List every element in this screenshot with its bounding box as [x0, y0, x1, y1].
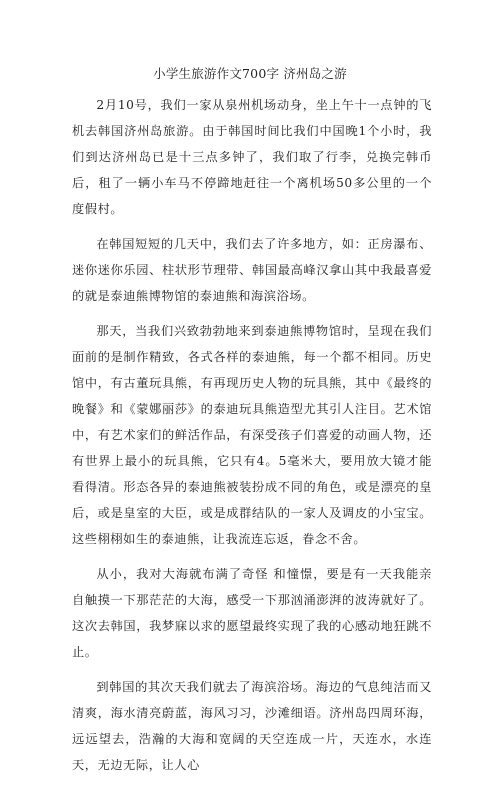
paragraph-2: 在韩国短短的几天中，我们去了许多地方，如：正房瀑布、迷你迷你乐园、柱状形节理带、韩国最高峰汉拿山其中我最喜爱的就是泰迪熊博物馆的泰迪熊和海滨浴场。	[72, 237, 432, 303]
paragraph-5: 到韩国的其次天我们就去了海滨浴场。海边的气息纯洁而又清爽，海水清亮蔚蓝，海风习习，沙滩细语。济州岛四周环海，远远望去，浩瀚的大海和宽阔的天空连成一片，天连水，水连天，无边无际，让人心	[72, 680, 432, 772]
essay-body	[72, 92, 432, 787]
paragraph-4: 从小，我对大海就布满了奇怪 和憧憬，要是有一天我能亲自触摸一下那茫茫的大海，感受一下那汹涌澎湃的波涛就好了。这次去韩国，我梦寐以求的愿望最终实现了我的心感动地狂跳不止。	[72, 567, 432, 659]
paragraph-1: 2月10号，我们一家从泉州机场动身，坐上午十一点钟的飞机去韩国济州岛旅游。由于韩国时间比我们中国晚1个小时，我们到达济州岛已是十三点多钟了，我们取了行李，兑换完韩币后，租了一辆小车马不停蹄地赶往一个离机场50多公里的一个度假村。	[72, 98, 432, 216]
essay-title: 小学生旅游作文700字 济州岛之游	[153, 66, 347, 81]
paragraph-3: 那天，当我们兴致勃勃地来到泰迪熊博物馆时，呈现在我们面前的是制作精致，各式各样的泰迪熊，每一个都不相同。历史馆中，有古董玩具熊，有再现历史人物的玩具熊，其中《最终的晚餐》和《蒙娜丽莎》的泰迪玩具熊造型尤其引人注目。艺术馆中，有艺术家们的鲜活作品，有深受孩子们喜爱的动画人物，还有世界上最小的玩具熊，它只有4。5毫米大，要用放大镜才能看得清。形态各异的泰迪熊被装扮成不同的角色，或是漂亮的皇后，或是皇室的大臣，或是成群结队的一家人及调皮的小宝宝。这些栩栩如生的泰迪熊，让我流连忘返，眷念不舍。	[72, 324, 432, 546]
